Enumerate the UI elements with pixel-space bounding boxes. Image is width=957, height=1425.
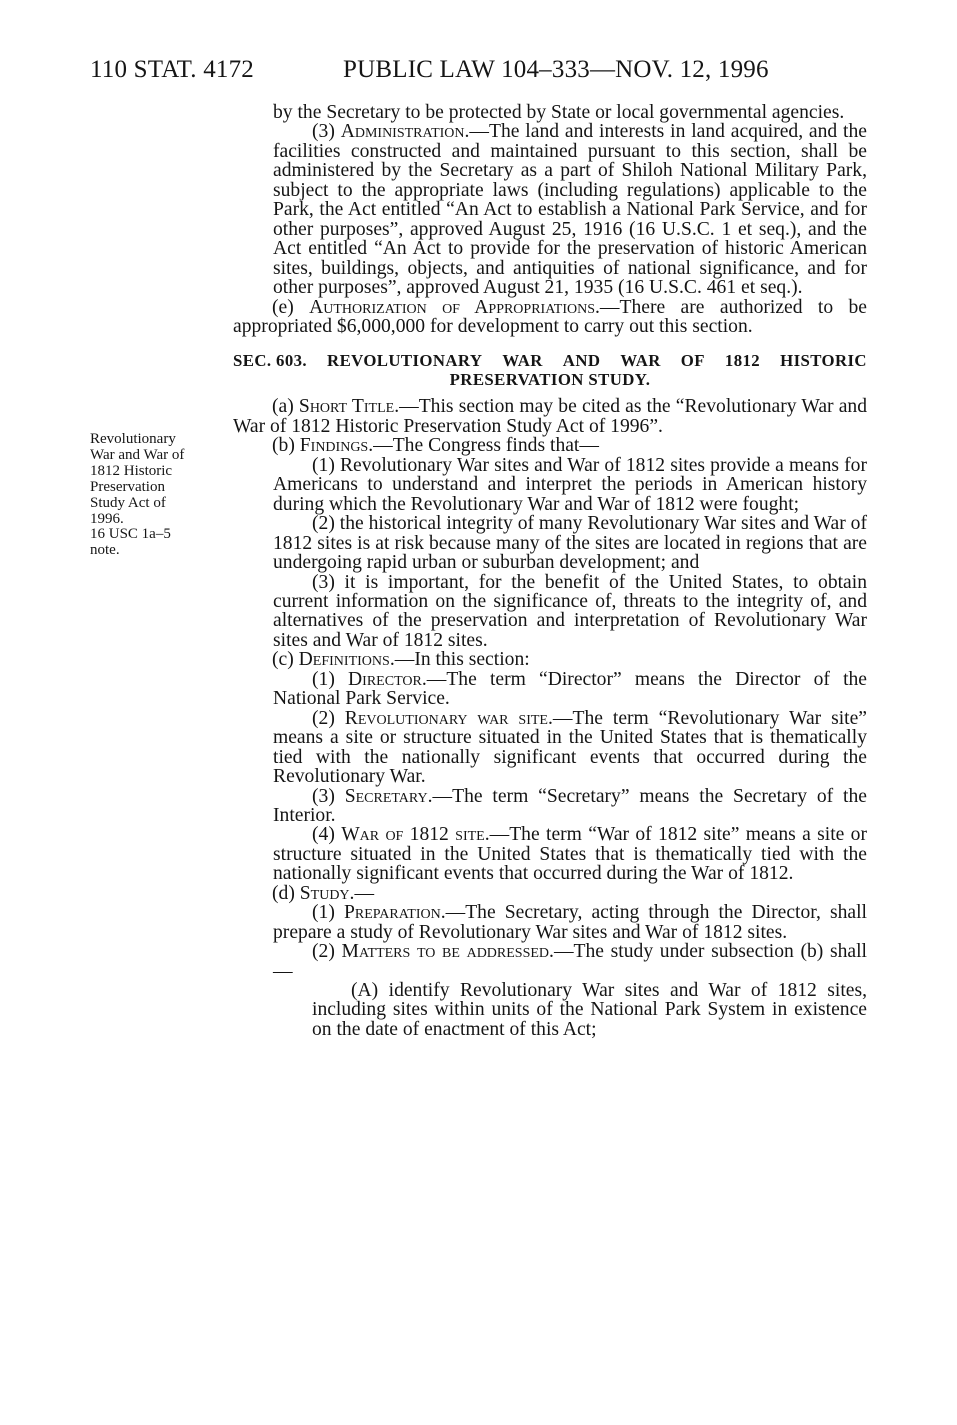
- margin-note-title-line: War and War of: [90, 446, 185, 463]
- section-heading: [233, 351, 867, 389]
- paragraph-number: (1): [312, 902, 335, 924]
- finding-3: (3) it is important, for the benefit of the United States, to obtain current information on the significance of, threats to the integrity of, and alternatives of the preservation and interpretation of Revolutionary War sites and War of 1812 sites.: [273, 571, 867, 651]
- paragraph-number: (3): [312, 785, 335, 807]
- paragraph-heading: Matters to be addressed: [341, 941, 550, 963]
- subsection-number: (b): [272, 435, 295, 457]
- paragraph-heading: Preparation: [343, 902, 441, 924]
- subsection-definitions: (c) Definitions.—In this section:: [272, 649, 530, 671]
- subsection-findings: (b) Findings.—The Congress finds that—: [272, 435, 599, 457]
- section-heading-word: OF: [680, 351, 705, 371]
- definition-revolutionary-war-site: (2) Revolutionary war site.—The term “Revolutionary War site” means a site or structure situated in the United States that is thematically tied with the nationally significant events that occurred during the Revolutionary War.: [273, 707, 868, 788]
- subsection-heading: Authorization of Appropriations: [309, 296, 595, 318]
- paragraph-number: (2): [312, 941, 335, 963]
- subsection-heading: Findings: [299, 435, 369, 457]
- paragraph-heading: Secretary: [344, 785, 428, 807]
- subsection-short-title: (a) Short Title.—This section may be cited as the “Revolutionary War and War of 1812 Historic Preservation Study Act of 1996”.: [233, 396, 867, 437]
- margin-note-title-line: 1812 Historic: [90, 462, 173, 479]
- subsection-heading: Short Title: [298, 396, 395, 418]
- subsection-text: There are authorized to be appropriated $6,000,000 for development to carry out this section.: [233, 296, 867, 337]
- section-heading-word: AND: [562, 351, 601, 371]
- section-heading-word: 1812: [724, 351, 761, 371]
- subsection-text: The Congress finds that—: [392, 435, 599, 457]
- subsection-number: (e): [272, 296, 294, 318]
- paragraph-text: The term “Director” means the Director of the National Park Service.: [273, 668, 868, 710]
- subsection-number: (a): [272, 396, 294, 418]
- paragraph-number: (2): [312, 707, 335, 729]
- paragraph-administration: (3) Administration.—The land and interests in land acquired, and the facilities constructed and maintained pursuant to this section, shall be administered by the Secretary as a part of Shiloh National Military Park, subject to the appropriate laws (including regulations) applicable to the Park, the Act entitled “An Act to establish a National Park Service, and for other purposes”, approved August 25, 1916 (16 U.S.C. 1 et seq.), and the Act entitled “An Act to provide for the preservation of historic American sites, buildings, objects, and antiquities of national significance, and for other purposes”, approved August 21, 1935 (16 U.S.C. 461 et seq.).: [273, 121, 867, 299]
- definition-director: (1) Director.—The term “Director” means the Director of the National Park Service.: [273, 668, 868, 710]
- paragraph-heading: War of 1812 site: [341, 824, 485, 846]
- section-heading-word: REVOLUTIONARY: [327, 351, 483, 371]
- finding-1: (1) Revolutionary War sites and War of 1812 sites provide a means for Americans to understand and interpret the periods in American history during which the Revolutionary War and War of 1812 were fought;: [273, 454, 867, 515]
- margin-note-title-line: Preservation: [90, 478, 165, 495]
- margin-note-title-line: Study Act of: [90, 494, 166, 511]
- section-heading-word: HISTORIC: [780, 351, 867, 371]
- study-matters-to-be-addressed: (2) Matters to be addressed.—The study under subsection (b) shall—: [273, 941, 867, 982]
- subsection-study: (d) Study.—: [272, 882, 375, 904]
- subsection-heading: Study: [299, 882, 350, 904]
- subsection-number: (d): [272, 882, 295, 904]
- section-heading-word: WAR: [620, 351, 661, 371]
- subsection-number: (c): [272, 649, 294, 671]
- statute-body: [233, 103, 867, 1039]
- section-heading-word: SEC. 603.: [233, 351, 308, 371]
- margin-note-title-line: 1996.: [90, 510, 124, 527]
- paragraph-heading: Director: [348, 668, 422, 690]
- margin-note: [90, 432, 220, 559]
- paragraph-number: (4): [312, 824, 335, 846]
- paragraph-heading: Administration: [340, 121, 465, 143]
- paragraph-text: The land and interests in land acquired, and the facilities constructed and maintained pursuant to this section, shall be administered by the Secretary as a part of Shiloh National Military Park, subject to the appropriate laws (including regulations) applicable to the Park, the Act entitled “An Act to establish a National Park Service, and for other purposes”, approved August 25, 1916 (16 U.S.C. 1 et seq.), and the Act entitled “An Act to provide for the preservation of historic American sites, buildings, objects, and antiquities of national significance, and for other purposes”, approved August 21, 1935 (16 U.S.C. 461 et seq.).: [273, 121, 867, 299]
- section-heading-word: WAR: [502, 351, 543, 371]
- subsection-authorization: (e) Authorization of Appropriations.—There are authorized to be appropriated $6,000,000 for development to carry out this section.: [233, 296, 867, 337]
- definition-secretary: (3) Secretary.—The term “Secretary” means the Secretary of the Interior.: [273, 785, 867, 826]
- page-header: [90, 52, 870, 88]
- margin-note-usc-line: 16 USC 1a–5: [90, 526, 171, 543]
- study-subparagraph-a: (A) identify Revolutionary War sites and War of 1812 sites, including sites within units of the National Park System in existence on the date of enactment of this Act;: [312, 980, 867, 1040]
- continued-paragraph: by the Secretary to be protected by State or local governmental agencies.: [273, 102, 845, 123]
- public-law-reference: PUBLIC LAW 104–333—NOV. 12, 1996: [343, 56, 769, 83]
- definition-war-of-1812-site: (4) War of 1812 site.—The term “War of 1812 site” means a site or structure situated in the United States that is thematically tied with the nationally significant events that occurred during the War of 1812.: [273, 824, 867, 885]
- margin-note-usc-line: note.: [90, 542, 120, 559]
- margin-note-title-line: Revolutionary: [90, 431, 176, 447]
- paragraph-number: (1): [312, 668, 335, 690]
- subsection-text: This section may be cited as the “Revolutionary War and War of 1812 Historic Preservation Study Act of 1996”.: [233, 396, 867, 437]
- paragraph-text: The term “War of 1812 site” means a site or structure situated in the United States that is thematically tied with the nationally significant events that occurred during the War of 1812.: [273, 824, 867, 885]
- finding-2: (2) the historical integrity of many Revolutionary War sites and War of 1812 sites is at risk because many of the sites are located in regions that are undergoing rapid urban or suburban development; and: [273, 513, 867, 574]
- paragraph-heading: Revolutionary war site: [344, 707, 548, 729]
- paragraph-text: The term “Secretary” means the Secretary of the Interior.: [273, 785, 867, 826]
- paragraph-text: The study under subsection (b) shall—: [273, 941, 867, 982]
- paragraph-text: The Secretary, acting through the Director, shall prepare a study of Revolutionary War sites and War of 1812 sites.: [273, 902, 867, 943]
- paragraph-text: The term “Revolutionary War site” means a site or structure situated in the United States that is thematically tied with the nationally significant events that occurred during the Revolutionary War.: [273, 707, 868, 788]
- subsection-heading: Definitions: [298, 649, 390, 671]
- subsection-text: In this section:: [414, 649, 530, 671]
- paragraph-number: (3): [312, 121, 335, 143]
- statute-reference: 110 STAT. 4172: [90, 56, 254, 83]
- study-preparation: (1) Preparation.—The Secretary, acting through the Director, shall prepare a study of Revolutionary War sites and War of 1812 sites.: [273, 902, 867, 943]
- section-heading-line-2: PRESERVATION STUDY.: [449, 370, 651, 390]
